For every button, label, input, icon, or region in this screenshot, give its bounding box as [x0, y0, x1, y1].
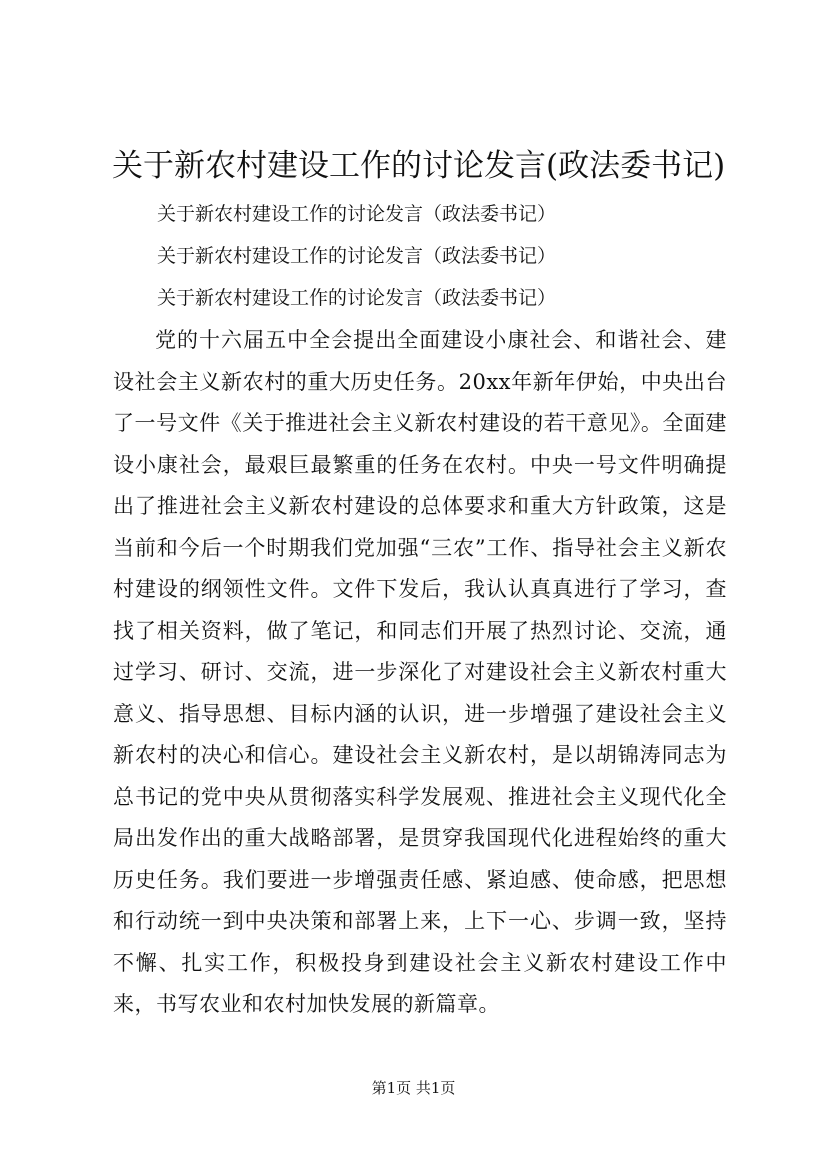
page-footer: 第1页 共1页	[371, 1079, 456, 1097]
subtitle-line-2: 关于新农村建设工作的讨论发言（政法委书记）	[157, 245, 557, 267]
subtitle-line-1: 关于新农村建设工作的讨论发言（政法委书记）	[157, 203, 557, 225]
document-title: 关于新农村建设工作的讨论发言(政法委书记)	[112, 148, 726, 184]
body-paragraph: 党的十六届五中全会提出全面建设小康社会、和谐社会、建设社会主义新农村的重大历史任务。20xx年新年伊始，中央出台了一号文件《关于推进社会主义新农村建设的若干意见》。全面建设小康社会，最艰巨最繁重的任务在农村。中央一号文件明确提出了推进社会主义新农村建设的总体要求和重大方针政策，这是当前和今后一个时期我们党加强“三农”工作、指导社会主义新农村建设的纲领性文件。文件下发后，我认认真真进行了学习，查找了相关资料，做了笔记，和同志们开展了热烈讨论、交流，通过学习、研讨、交流，进一步深化了对建设社会主义新农村重大意义、指导思想、目标内涵的认识，进一步增强了建设社会主义新农村的决心和信心。建设社会主义新农村，是以胡锦涛同志为总书记的党中央从贯彻落实科学发展观、推进社会主义现代化全局出发作出的重大战略部署，是贯穿我国现代化进程始终的重大历史任务。我们要进一步增强责任感、紧迫感、使命感，把思想和行动统一到中央决策和部署上来，上下一心、步调一致，坚持不懈、扎实工作，积极投身到建设社会主义新农村建设工作中来，书写农业和农村加快发展的新篇章。	[113, 328, 727, 1016]
subtitle-line-3: 关于新农村建设工作的讨论发言（政法委书记）	[157, 287, 557, 309]
